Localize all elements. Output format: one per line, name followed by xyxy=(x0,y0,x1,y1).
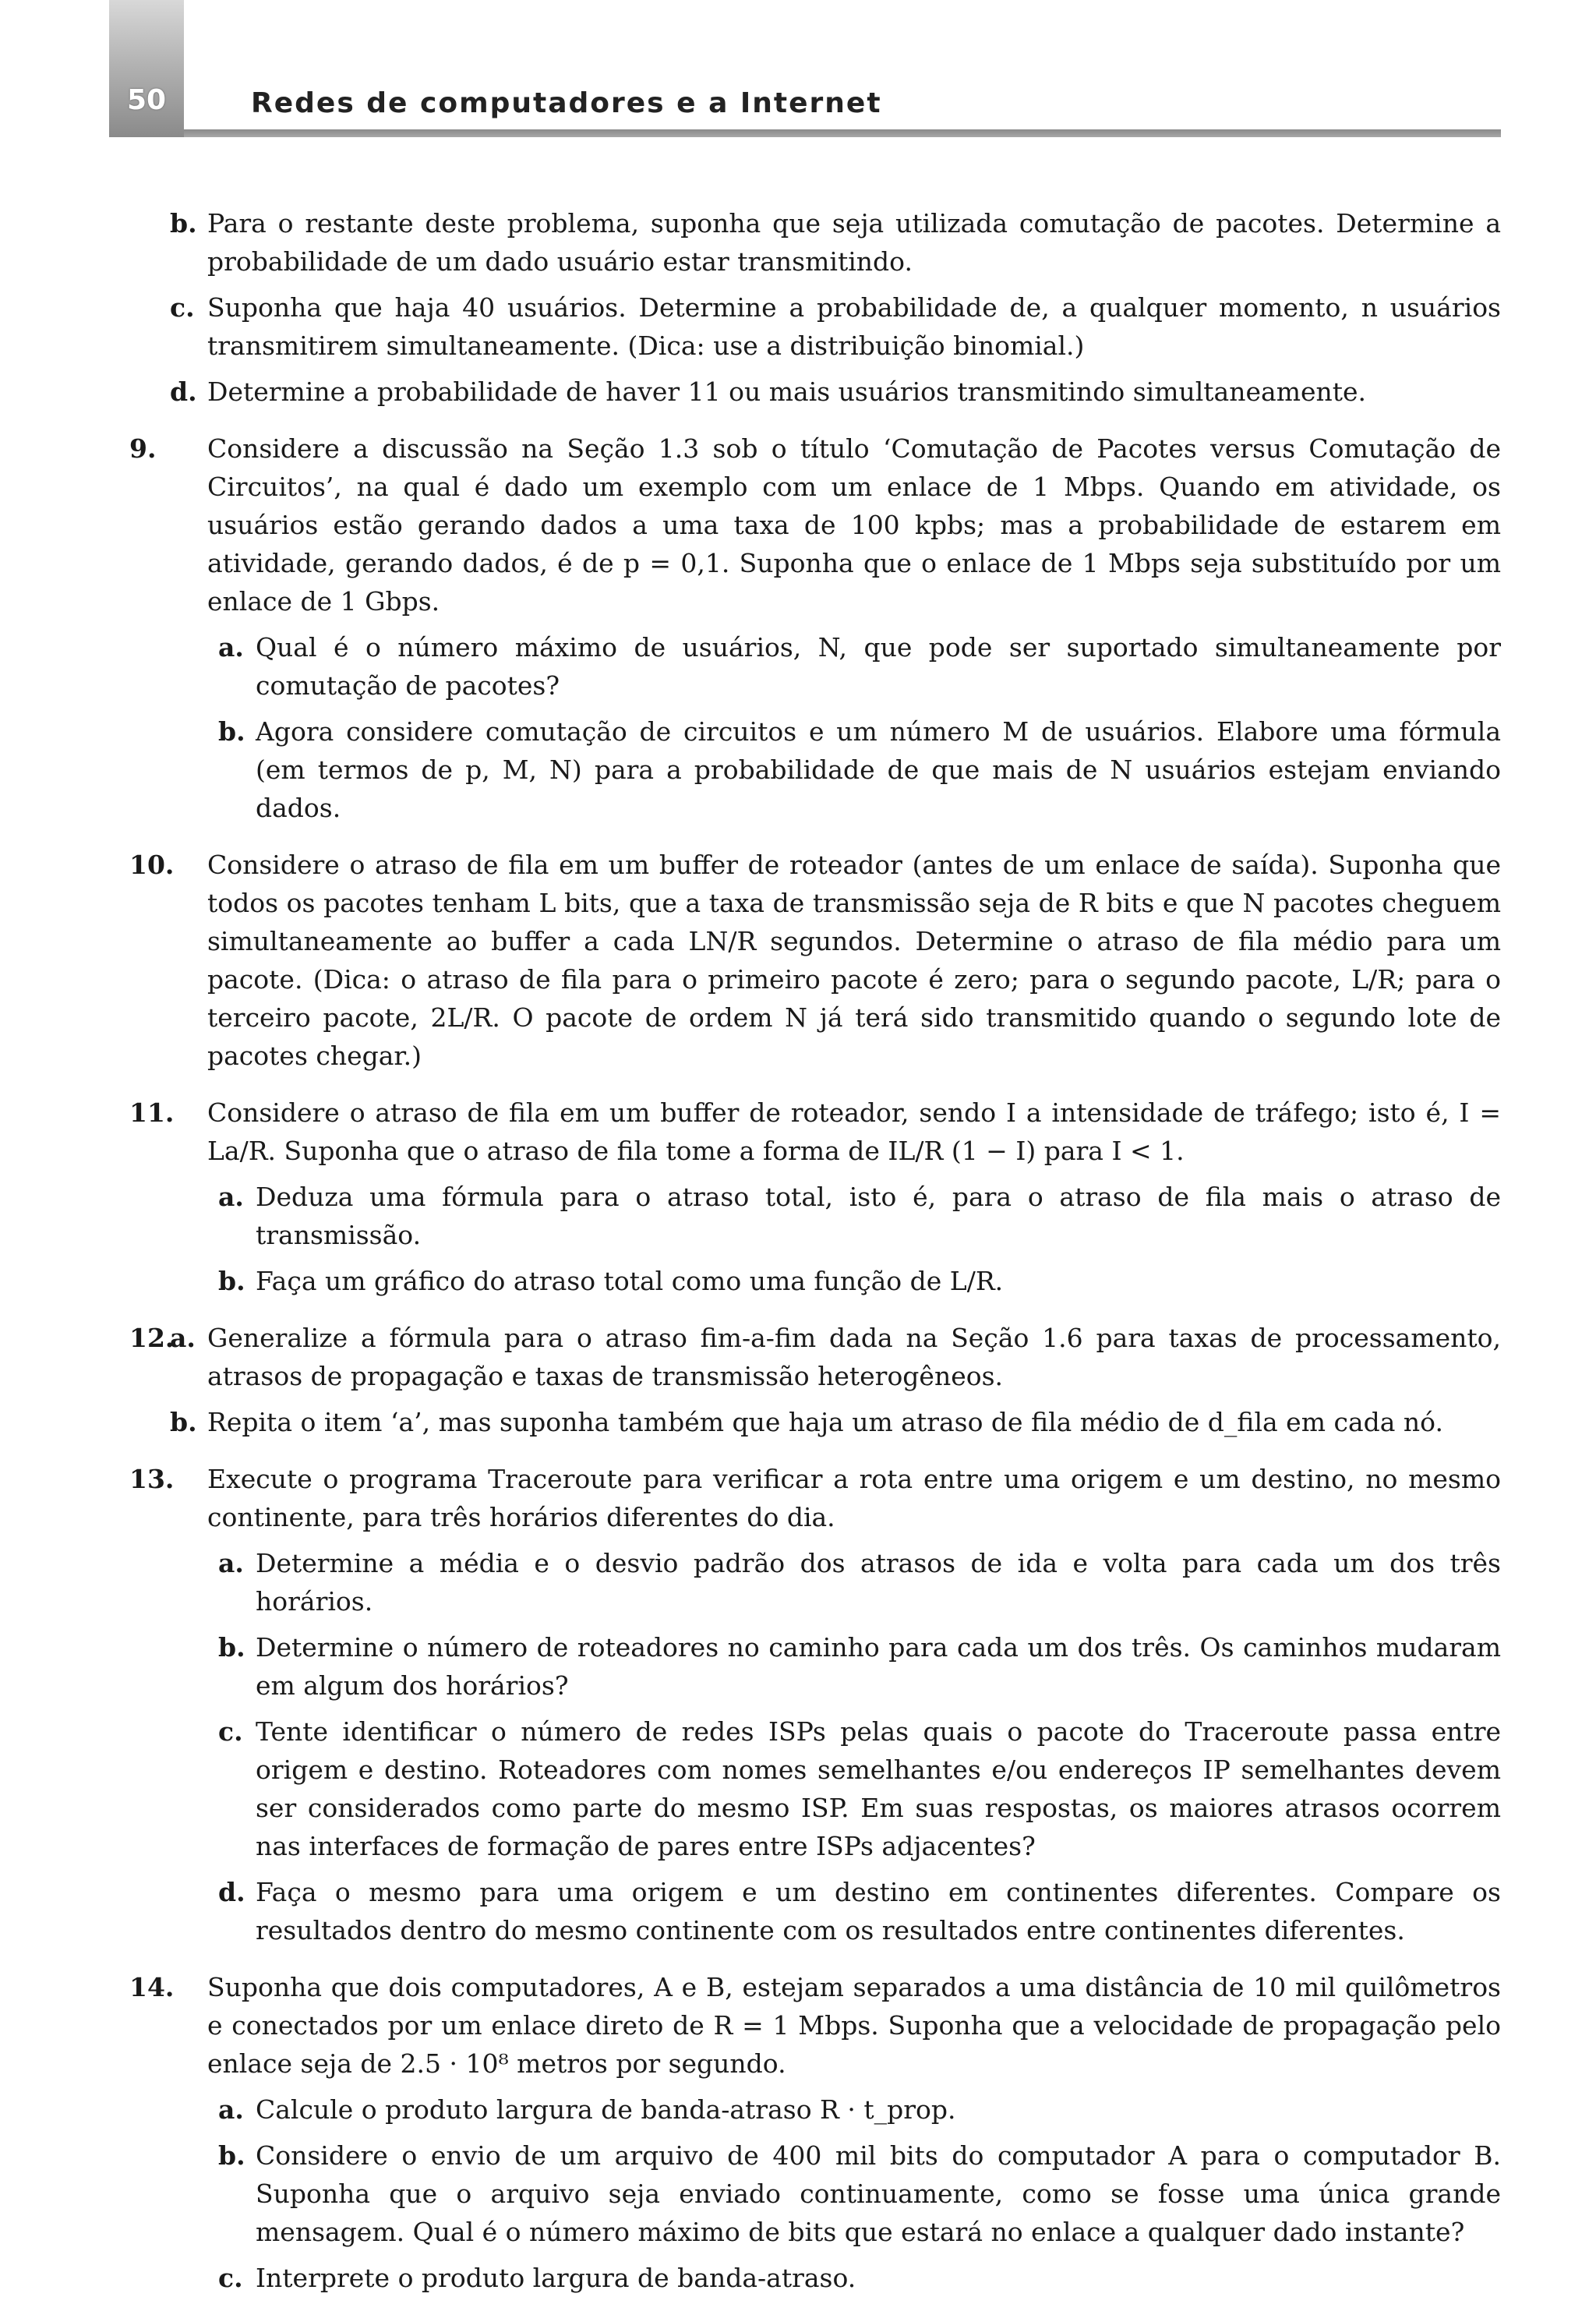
list-item xyxy=(207,2136,1501,2251)
question-12 xyxy=(129,1319,1501,1441)
item-text: Agora considere comutação de circuitos e um número M de usuários. Elabore uma fórmula (em termos de p, M, N) para a probabilidade de que mais de N usuários estejam enviando dados. xyxy=(256,716,1501,823)
item-label: b. xyxy=(218,1266,245,1296)
item-label: a. xyxy=(218,632,244,663)
item-label: a. xyxy=(218,1182,244,1212)
item-label: c. xyxy=(170,292,195,323)
list-item xyxy=(207,1178,1501,1254)
item-text: Deduza uma fórmula para o atraso total, isto é, para o atraso de fila mais o atraso de transmissão. xyxy=(256,1182,1501,1250)
question-14 xyxy=(129,1968,1501,2297)
question-9 xyxy=(129,429,1501,827)
item-label: b. xyxy=(170,208,197,239)
item-text: Faça um gráfico do atraso total como uma função de L/R. xyxy=(256,1266,1004,1296)
page-number-box xyxy=(109,0,184,137)
item-text: Calcule o produto largura de banda-atraso R · t_prop. xyxy=(256,2094,956,2125)
list-item xyxy=(207,2090,1501,2129)
item-label: a. xyxy=(218,1548,244,1578)
page-header xyxy=(0,0,1596,148)
item-label: b. xyxy=(218,1632,245,1663)
item-text: Faça o mesmo para uma origem e um destino em continentes diferentes. Compare os resultados dentro do mesmo continente com os resultados entre continentes diferentes. xyxy=(256,1877,1501,1945)
list-item xyxy=(207,1262,1501,1300)
item-label: c. xyxy=(218,2263,243,2293)
question-13 xyxy=(129,1460,1501,1949)
item-label: b. xyxy=(218,2140,245,2171)
question-text: Considere o atraso de fila em um buffer de roteador (antes de um enlace de saída). Suponha que todos os pacotes tenham L bits, que a taxa de transmissão seja de R bits e que N pacotes cheguem simultaneamente ao buffer a cada LN/R segundos. Determine o atraso de fila médio para um pacote. (Dica: o atraso de fila para o primeiro pacote é zero; para o segundo pacote, L/R; para o terceiro pacote, 2L/R. O pacote de ordem N já terá sido transmitido quando o segundo lote de pacotes chegar.) xyxy=(207,850,1501,1071)
question-text: Considere a discussão na Seção 1.3 sob o título ‘Comutação de Pacotes versus Comutação de Circuitos’, na qual é dado um exemplo com um enlace de 1 Mbps. Quando em atividade, os usuários estão gerando dados a uma taxa de 100 kpbs; mas a probabilidade de estarem em atividade, gerando dados, é de p = 0,1. Suponha que o enlace de 1 Mbps seja substituído por um enlace de 1 Gbps. xyxy=(207,433,1501,617)
question-text: Suponha que dois computadores, A e B, estejam separados a uma distância de 10 mil quilômetros e conectados por um enlace direto de R = 1 Mbps. Suponha que a velocidade de propagação pelo enlace seja de 2.5 · 10⁸ metros por segundo. xyxy=(207,1972,1501,2079)
question-text: Considere o atraso de fila em um buffer de roteador, sendo I a intensidade de tráfego; isto é, I = La/R. Suponha que o atraso de fila tome a forma de IL/R (1 − I) para I < 1. xyxy=(207,1097,1501,1166)
item-label: b. xyxy=(218,716,245,747)
question-10 xyxy=(129,846,1501,1075)
list-item xyxy=(207,628,1501,705)
item-text: Generalize a fórmula para o atraso fim-a-fim dada na Seção 1.6 para taxas de processamento, atrasos de propagação e taxas de transmissão heterogêneos. xyxy=(207,1323,1501,1391)
question-number: 13. xyxy=(129,1464,175,1494)
question-number: 11. xyxy=(129,1097,175,1128)
question-11 xyxy=(129,1094,1501,1300)
list-item xyxy=(159,1319,1501,1395)
question-number: 9. xyxy=(129,433,157,464)
item-text: Repita o item ‘a’, mas suponha também que haja um atraso de fila médio de d_fila em cada nó. xyxy=(207,1407,1443,1437)
item-label: b. xyxy=(170,1407,197,1437)
item-label: d. xyxy=(170,376,197,407)
item-text: Determine a probabilidade de haver 11 ou mais usuários transmitindo simultaneamente. xyxy=(207,376,1367,407)
header-rule xyxy=(184,129,1501,137)
page-content xyxy=(129,204,1501,2297)
item-text: Para o restante deste problema, suponha que seja utilizada comutação de pacotes. Determine a probabilidade de um dado usuário estar transmitindo. xyxy=(207,208,1501,277)
item-text: Determine o número de roteadores no caminho para cada um dos três. Os caminhos mudaram em algum dos horários? xyxy=(256,1632,1501,1701)
list-item xyxy=(207,712,1501,827)
item-text: Qual é o número máximo de usuários, N, que pode ser suportado simultaneamente por comutação de pacotes? xyxy=(256,632,1501,701)
item-label: a. xyxy=(170,1323,196,1353)
question-text: Execute o programa Traceroute para verificar a rota entre uma origem e um destino, no mesmo continente, para três horários diferentes do dia. xyxy=(207,1464,1501,1532)
item-text: Determine a média e o desvio padrão dos atrasos de ida e volta para cada um dos três horários. xyxy=(256,1548,1501,1617)
page-number: 50 xyxy=(126,84,167,116)
item-text: Tente identificar o número de redes ISPs pelas quais o pacote do Traceroute passa entre origem e destino. Roteadores com nomes semelhantes e/ou endereços IP semelhantes devem ser considerados como parte do mesmo ISP. Em suas respostas, os maiores atrasos ocorrem nas interfaces de formação de pares entre ISPs adjacentes? xyxy=(256,1716,1501,1861)
question-number: 10. xyxy=(129,850,175,880)
list-item xyxy=(159,373,1501,411)
item-label: a. xyxy=(218,2094,244,2125)
item-text: Suponha que haja 40 usuários. Determine a probabilidade de, a qualquer momento, n usuários transmitirem simultaneamente. (Dica: use a distribuição binomial.) xyxy=(207,292,1501,361)
item-text: Considere o envio de um arquivo de 400 mil bits do computador A para o computador B. Suponha que o arquivo seja enviado continuamente, como se fosse uma única grande mensagem. Qual é o número máximo de bits que estará no enlace a qualquer dado instante? xyxy=(256,2140,1501,2247)
list-item xyxy=(159,1403,1501,1441)
list-item xyxy=(207,1544,1501,1620)
question-number: 14. xyxy=(129,1972,175,2002)
list-item xyxy=(207,1873,1501,1949)
list-item xyxy=(207,1712,1501,1865)
list-item xyxy=(207,1628,1501,1705)
running-title: Redes de computadores e a Internet xyxy=(251,87,882,119)
item-label: c. xyxy=(218,1716,243,1747)
list-item xyxy=(159,204,1501,281)
list-item xyxy=(207,2259,1501,2297)
list-item xyxy=(159,288,1501,365)
question-number: 12. xyxy=(129,1323,175,1353)
item-text: Interprete o produto largura de banda-atraso. xyxy=(256,2263,856,2293)
item-label: d. xyxy=(218,1877,245,1907)
